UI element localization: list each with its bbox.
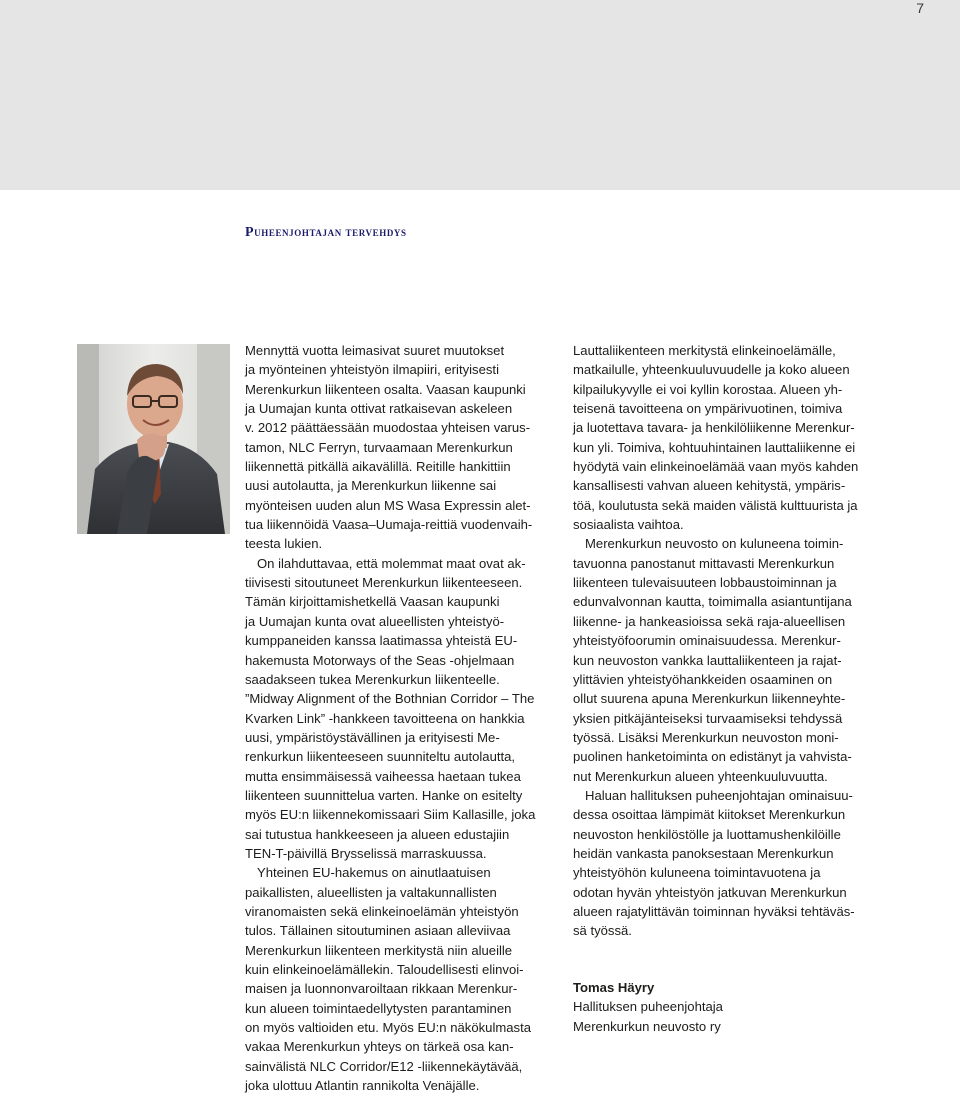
text-line: Kvarken Link” -hankkeen tavoitteena on hankkia bbox=[245, 710, 525, 726]
text-line: liikenteen suunnittelua varten. Hanke on esitelty bbox=[245, 787, 523, 803]
text-line: sainvälistä NLC Corridor/E12 -liikennekäytävää, bbox=[245, 1058, 523, 1074]
text-line: sä työssä. bbox=[573, 923, 632, 939]
signatory-name: Tomas Häyry bbox=[573, 980, 655, 995]
text-line: teesta lukien. bbox=[245, 536, 323, 552]
text-line: Lauttaliikenteen merkitystä elinkeinoelämälle, bbox=[573, 343, 836, 358]
text-line: kun neuvoston vankka lauttaliikenteen ja rajat- bbox=[573, 652, 842, 668]
section-title: Puheenjohtajan tervehdys bbox=[245, 225, 407, 240]
header-band bbox=[0, 0, 960, 190]
text-line: sosiaalista vaihtoa. bbox=[573, 517, 684, 533]
text-line: dessa osoittaa lämpimät kiitokset Merenkurkun bbox=[573, 807, 846, 823]
text-line: hyödytä vain elinkeinoelämää vaan myös kahden bbox=[573, 459, 859, 475]
text-line: edunvalvonnan kautta, toimimalla asiantuntijana bbox=[573, 594, 852, 610]
text-line: Merenkurkun liikenteen merkitystä niin alueille bbox=[245, 942, 513, 958]
text-line: yhteistyöhön kuluneena toimintavuotena ja bbox=[573, 865, 821, 881]
text-line: Mennyttä vuotta leimasivat suuret muutokset bbox=[245, 343, 505, 358]
text-line: yksien pitkäjänteiseksi turvaamiseksi tehdyssä bbox=[573, 710, 843, 726]
text-line: renkurkun liikenteeseen suunniteltu autolautta, bbox=[245, 749, 516, 765]
text-line: matkailulle, yhteenkuuluvuudelle ja koko alueen bbox=[573, 362, 850, 378]
text-line: liikenne- ja hankeasioissa sekä raja-alueellisen bbox=[573, 613, 846, 629]
text-line: saadakseen tukea Merenkurkun liikenteelle. bbox=[245, 671, 500, 687]
text-line: uusi autolautta, ja Merenkurkun liikenne sai bbox=[245, 478, 497, 494]
text-line: Merenkurkun neuvosto on kuluneena toimin- bbox=[585, 536, 844, 552]
text-line: odotan hyvän yhteistyön jatkuvan Merenkurkun bbox=[573, 884, 847, 900]
text-line: töä, koulutusta sekä maiden välistä kulttuurista ja bbox=[573, 497, 858, 513]
text-line: On ilahduttavaa, että molemmat maat ovat ak- bbox=[257, 555, 526, 571]
text-line: kilpailukyvylle ei voi kyllin korostaa. Alueen yh- bbox=[573, 381, 843, 397]
article-column-left bbox=[245, 341, 557, 1095]
text-line: alueen rajatylittävän toiminnan hyväksi tehtäväs- bbox=[573, 903, 855, 919]
text-line: hakemusta Motorways of the Seas -ohjelmaan bbox=[245, 652, 515, 668]
text-line: ja myönteinen yhteistyön ilmapiiri, erityisesti bbox=[245, 362, 499, 378]
article-column-right bbox=[573, 341, 893, 941]
text-line: vakaa Merenkurkun yhteys on tärkeä osa kan- bbox=[245, 1039, 514, 1055]
text-line: myös EU:n liikennekomissaari Siim Kallasille, joka bbox=[245, 807, 536, 823]
text-line: ollut suurena apuna Merenkurkun liikenneyhte- bbox=[573, 691, 846, 707]
text-line: on myös valtioiden etu. Myös EU:n näkökulmasta bbox=[245, 1020, 532, 1036]
text-line: paikallisten, alueellisten ja valtakunnallisten bbox=[245, 884, 497, 900]
text-line: kuin elinkeinoelämällekin. Taloudellisesti elinvoi- bbox=[245, 962, 524, 977]
text-line: v. 2012 päättäessään muodostaa yhteisen varus- bbox=[245, 420, 531, 436]
page-number: 7 bbox=[916, 0, 924, 16]
text-line: tamon, NLC Ferryn, turvaamaan Merenkurkun bbox=[245, 439, 513, 455]
text-line: tiivisesti sitoutuneet Merenkurkun liikenteeseen. bbox=[245, 575, 523, 591]
text-line: Tämän kirjoittamishetkellä Vaasan kaupunki bbox=[245, 594, 500, 610]
text-line: joka ulottuu Atlantin rannikolta Venäjälle. bbox=[245, 1078, 480, 1094]
text-line: sai tutustua hankkeeseen ja alueen edustajiin bbox=[245, 826, 510, 842]
text-line: liikennettä pitkällä aikavälillä. Reitille hankittiin bbox=[245, 459, 511, 475]
text-line: neuvoston henkilöstölle ja luottamushenkilöille bbox=[573, 826, 841, 842]
text-line: tavuonna panostanut mittavasti Merenkurkun bbox=[573, 555, 835, 571]
text-line: yhteistyöfoorumin ominaisuudessa. Merenkur- bbox=[573, 633, 841, 649]
text-line: tua liikennöidä Vaasa–Uumaja-reittiä vuodenvaih- bbox=[245, 517, 533, 533]
signatory-organization: Merenkurkun neuvosto ry bbox=[573, 1018, 721, 1034]
text-line: ja Uumajan kunta ottivat ratkaisevan askeleen bbox=[245, 401, 513, 417]
signature-block bbox=[573, 978, 723, 1036]
text-line: liikenteen tulevaisuuteen lobbaustoiminnan ja bbox=[573, 575, 837, 591]
text-line: kansallisesti vahvan alueen kehitystä, ympäris- bbox=[573, 478, 846, 494]
text-line: kumppaneiden kanssa laatimassa yhteistä EU- bbox=[245, 633, 518, 649]
signatory-title: Hallituksen puheenjohtaja bbox=[573, 999, 723, 1015]
text-line: teisenä tavoitteena on ympärivuotinen, toimiva bbox=[573, 401, 843, 417]
text-line: myönteisen uuden alun MS Wasa Expressin alet- bbox=[245, 497, 531, 513]
person-portrait-icon bbox=[77, 344, 230, 534]
text-line: ”Midway Alignment of the Bothnian Corridor – The bbox=[245, 691, 535, 707]
text-line: Haluan hallituksen puheenjohtajan ominaisuu- bbox=[585, 787, 853, 803]
text-line: kun yli. Toimiva, kohtuuhintainen lauttaliikenne ei bbox=[573, 439, 856, 455]
text-line: ja luotettava tavara- ja henkilöliikenne Merenkur- bbox=[573, 420, 855, 436]
text-line: uusi, ympäristöystävällinen ja erityisesti Me- bbox=[245, 729, 500, 745]
text-line: ja Uumajan kunta ovat alueellisten yhteistyö- bbox=[245, 613, 505, 629]
text-line: nut Merenkurkun alueen yhteenkuuluvuutta. bbox=[573, 768, 828, 784]
text-line: mutta ensimmäisessä vaiheessa haetaan tukea bbox=[245, 768, 521, 784]
text-line: kun alueen toimintaedellytysten parantaminen bbox=[245, 1000, 512, 1016]
text-line: Merenkurkun liikenteen osalta. Vaasan kaupunki bbox=[245, 381, 526, 397]
text-line: tulos. Tällainen sitoutuminen asiaan alleviivaa bbox=[245, 923, 511, 939]
text-line: työssä. Lisäksi Merenkurkun neuvoston moni- bbox=[573, 729, 839, 745]
text-line: puolinen hanketoiminta on edistänyt ja vahvista- bbox=[573, 749, 852, 765]
text-line: Yhteinen EU-hakemus on ainutlaatuisen bbox=[257, 865, 491, 881]
text-line: TEN-T-päivillä Brysselissä marraskuussa. bbox=[245, 845, 487, 861]
text-line: viranomaisten sekä elinkeinoelämän yhteistyön bbox=[245, 903, 519, 919]
text-line: ylittävien yhteistyöhankkeiden osaaminen on bbox=[573, 671, 833, 687]
text-line: maisen ja luonnonvaroiltaan rikkaan Merenkur- bbox=[245, 981, 518, 997]
text-line: heidän vankasta panoksestaan Merenkurkun bbox=[573, 845, 834, 861]
